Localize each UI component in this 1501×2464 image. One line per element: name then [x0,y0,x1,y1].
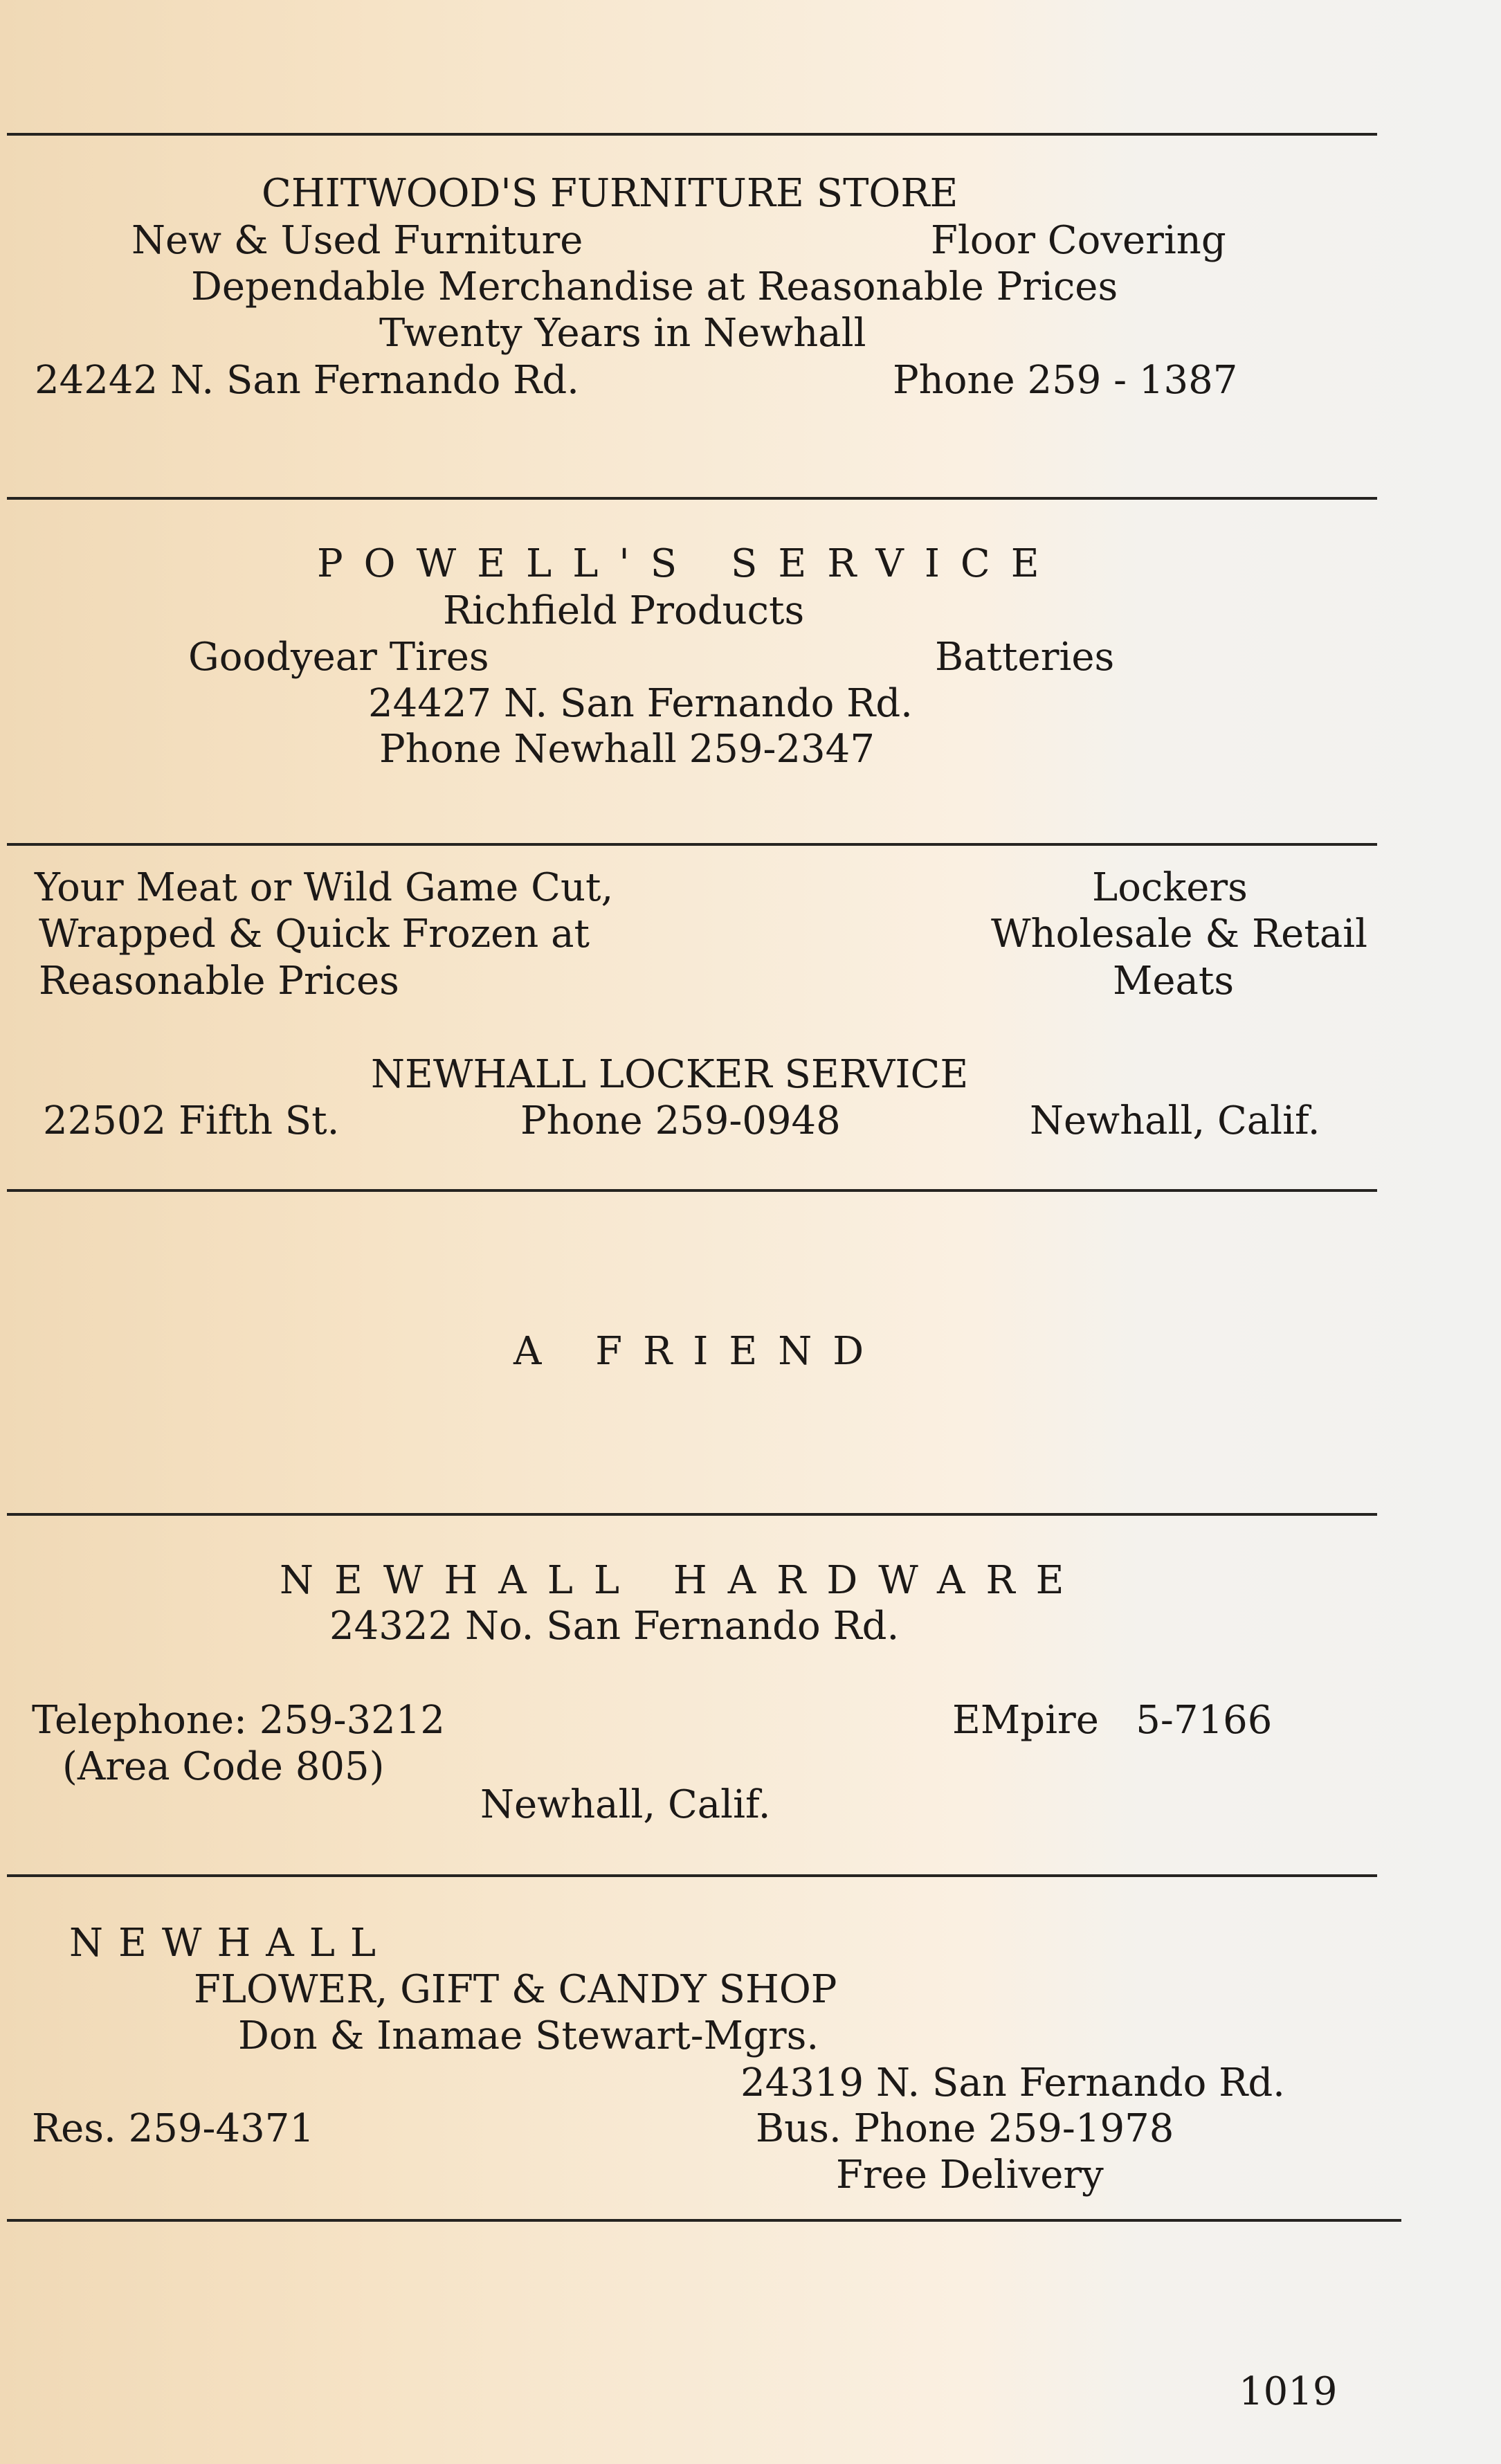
flower-address: 24319 N. San Fernando Rd. [740,2060,1285,2105]
locker-right-1: Lockers [1092,865,1248,910]
locker-left-1: Your Meat or Wild Game Cut, [35,865,614,910]
locker-city: Newhall, Calif. [1030,1098,1320,1143]
chitwood-used-furniture: New & Used Furniture [131,218,583,263]
divider [7,1189,1377,1192]
chitwood-name: CHITWOOD'S FURNITURE STORE [262,171,958,216]
locker-address: 22502 Fifth St. [43,1098,340,1143]
hardware-name: NEWHALL HARDWARE [280,1558,1085,1603]
divider [7,1513,1377,1516]
chitwood-phone: Phone 259 - 1387 [893,358,1238,403]
flower-delivery: Free Delivery [836,2153,1104,2198]
locker-left-2: Wrapped & Quick Frozen at [39,912,590,957]
flower-managers: Don & Inamae Stewart-Mgrs. [238,2013,819,2058]
flower-res-phone: Res. 259-4371 [32,2106,314,2151]
flower-name: FLOWER, GIFT & CANDY SHOP [194,1967,837,2012]
flower-town: NEWHALL [69,1921,392,1966]
page-number: 1019 [1239,2369,1338,2414]
powell-products: Richfield Products [443,588,805,633]
divider [7,497,1377,500]
chitwood-floor-covering: Floor Covering [931,218,1226,263]
flower-bus-phone: Bus. Phone 259-1978 [756,2106,1174,2151]
locker-right-3: Meats [1113,959,1235,1004]
powell-address: 24427 N. San Fernando Rd. [368,681,913,726]
divider [7,133,1377,136]
locker-right-2: Wholesale & Retail [991,912,1368,957]
hardware-address: 24322 No. San Fernando Rd. [329,1604,900,1649]
divider [7,2219,1401,2222]
chitwood-twenty-years: Twenty Years in Newhall [379,311,866,356]
powell-batteries: Batteries [935,635,1115,680]
locker-name: NEWHALL LOCKER SERVICE [371,1052,969,1097]
locker-left-3: Reasonable Prices [39,959,399,1004]
locker-phone: Phone 259-0948 [520,1098,841,1143]
hardware-telephone: Telephone: 259-3212 [32,1698,446,1743]
hardware-empire: EMpire 5-7166 [952,1698,1273,1743]
divider [7,843,1377,846]
divider [7,1874,1377,1877]
chitwood-dependable: Dependable Merchandise at Reasonable Prices [191,264,1118,309]
powell-phone: Phone Newhall 259-2347 [379,727,875,772]
friend-ad: A FRIEND [513,1329,885,1374]
powell-tires: Goodyear Tires [188,635,489,680]
powell-name: POWELL'S SERVICE [317,541,1060,586]
hardware-area-code: (Area Code 805) [62,1744,385,1789]
chitwood-address: 24242 N. San Fernando Rd. [35,358,579,403]
hardware-city: Newhall, Calif. [480,1782,771,1827]
